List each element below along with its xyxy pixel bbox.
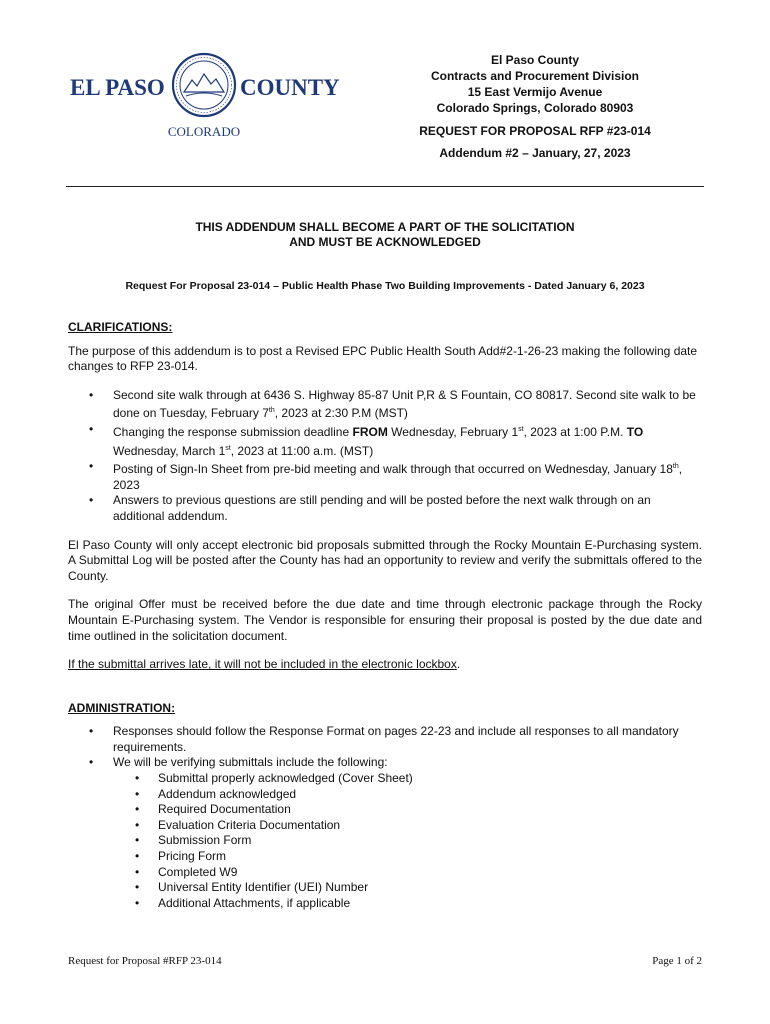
list-item: • Submission Form bbox=[68, 833, 702, 849]
clarifications-heading: CLARIFICATIONS: bbox=[68, 320, 173, 334]
document-body bbox=[68, 320, 702, 911]
list-item: • Pricing Form bbox=[68, 849, 702, 865]
list-item: • We will be verifying submittals include the following: bbox=[68, 755, 702, 771]
header-address bbox=[385, 52, 685, 116]
list-item: • Evaluation Criteria Documentation bbox=[68, 818, 702, 834]
list-item: • Changing the response submission deadline FROM Wednesday, February 1st, 2023 at 1:00 P.M. TO Wednesday, March 1st, 2023 at 11:00 a.m. (MST) bbox=[68, 422, 702, 459]
logo-right-word: COUNTY bbox=[240, 75, 340, 100]
header-county: El Paso County bbox=[490, 53, 579, 67]
notice-line-2: AND MUST BE ACKNOWLEDGED bbox=[289, 235, 481, 249]
county-logo bbox=[64, 52, 344, 142]
list-item: • Answers to previous questions are still pending and will be posted before the next walk through on an additional addendum. bbox=[68, 493, 702, 524]
list-item: • Required Documentation bbox=[68, 802, 702, 818]
list-item: • Completed W9 bbox=[68, 865, 702, 881]
acknowledgement-notice bbox=[66, 220, 704, 250]
clarifications-list bbox=[68, 388, 702, 525]
list-item: • Submittal properly acknowledged (Cover Sheet) bbox=[68, 771, 702, 787]
administration-list bbox=[68, 724, 702, 771]
footer-page-number: Page 1 of 2 bbox=[652, 955, 702, 967]
list-item: • Additional Attachments, if applicable bbox=[68, 896, 702, 912]
logo-state-word: COLORADO bbox=[167, 124, 241, 139]
original-offer-paragraph: The original Offer must be received before the due date and time through electronic package through the Rocky Mountain E-Purchasing system. The Vendor is responsible for ensuring their proposal is posted by the due date and time outlined in the solicitation document. bbox=[68, 597, 702, 643]
list-item: • Addendum acknowledged bbox=[68, 787, 702, 803]
header-divider bbox=[66, 186, 704, 187]
late-submittal-note: If the submittal arrives late, it will not be included in the electronic lockbox. bbox=[68, 657, 461, 672]
list-item: • Posting of Sign-In Sheet from pre-bid meeting and walk through that occurred on Wednesday, January 18th, 2023 bbox=[68, 459, 702, 493]
administration-heading: ADMINISTRATION: bbox=[68, 700, 176, 715]
list-item: • Second site walk through at 6436 S. Highway 85-87 Unit P,R & S Fountain, CO 80817. Second site walk to be done on Tuesday, February 7th, 2023 at 2:30 P.M (MST) bbox=[68, 388, 702, 422]
notice-line-1: THIS ADDENDUM SHALL BECOME A PART OF THE SOLICITATION bbox=[195, 220, 575, 234]
clarifications-intro: The purpose of this addendum is to post a Revised EPC Public Health South Add#2-1-26-23 making the following date changes to RFP 23-014. bbox=[68, 343, 698, 374]
list-item: • Universal Entity Identifier (UEI) Number bbox=[68, 880, 702, 896]
addendum-title: Addendum #2 – January, 27, 2023 bbox=[439, 146, 631, 160]
footer-document-id: Request for Proposal #RFP 23-014 bbox=[68, 955, 222, 967]
header-city: Colorado Springs, Colorado 80903 bbox=[436, 101, 634, 115]
electronic-bid-paragraph: El Paso County will only accept electronic bid proposals submitted through the Rocky Mountain E-Purchasing system. A Submittal Log will be posted after the County has had an opportunity to review and verify the submittals offered to the County. bbox=[68, 537, 702, 583]
header-division: Contracts and Procurement Division bbox=[430, 69, 640, 83]
list-item: • Responses should follow the Response Format on pages 22-23 and include all responses to all mandatory requirements. bbox=[68, 724, 702, 755]
rfp-title: REQUEST FOR PROPOSAL RFP #23-014 bbox=[419, 124, 651, 138]
logo-left-word: EL PASO bbox=[70, 75, 165, 100]
proposal-subject: Request For Proposal 23-014 – Public Health Phase Two Building Improvements - Dated January 6, 2023 bbox=[125, 280, 645, 292]
header-street: 15 East Vermijo Avenue bbox=[467, 85, 603, 99]
header-rfp-block bbox=[385, 120, 685, 164]
submittal-checklist bbox=[68, 771, 702, 911]
county-seal-icon bbox=[64, 52, 344, 142]
